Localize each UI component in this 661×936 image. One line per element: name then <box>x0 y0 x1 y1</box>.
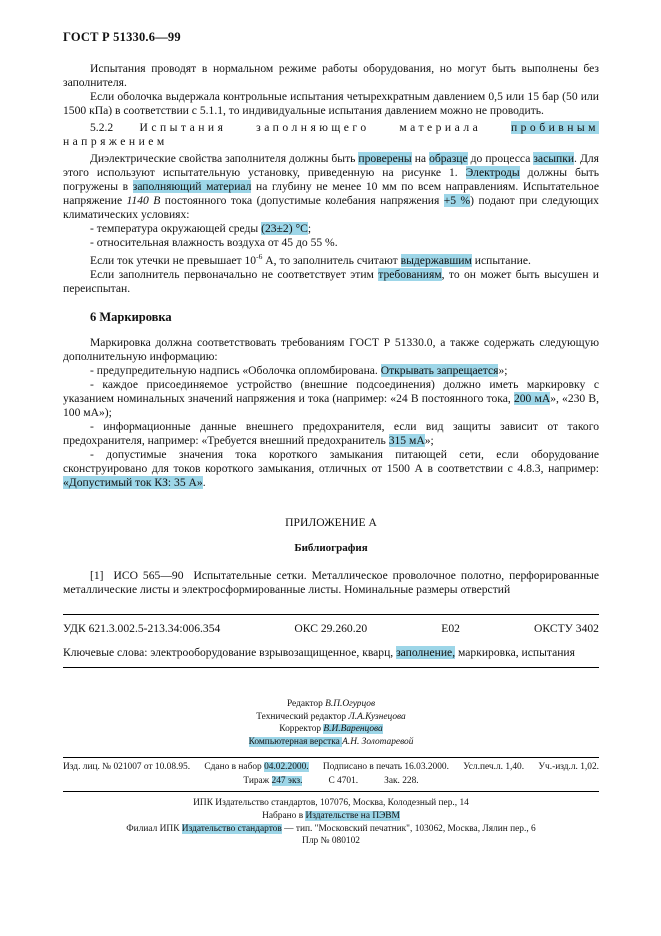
doc-number: ГОСТ Р 51330.6—99 <box>63 30 181 44</box>
imprint-item: Подписано в печать 16.03.2000. <box>322 762 449 773</box>
publisher-line: Набрано в Издательстве на ПЭВМ <box>262 810 400 821</box>
paragraph: Испытания проводят в нормальном режиме работы оборудования, но могут быть выполнены без заполнителя. <box>63 62 599 89</box>
list-item: - информационные данные внешнего предохранителя, если вид защиты зависит от такого предохранителя, например: «Требуется внешний предохранитель 315 мА»; <box>63 419 599 447</box>
credit-line: Корректор В.И.Варенцова <box>279 724 383 735</box>
publisher-line: Филиал ИПК Издательство стандартов — тип. "Московский печатник", 103062, Москва, Лялин пер., 6 <box>126 823 536 834</box>
imprint-item: Изд. лиц. № 021007 от 10.08.95. <box>63 762 191 773</box>
list-item: - допустимые значения тока короткого замыкания питающей сети, если оборудование сконструировано для токов короткого замыкания, отличных от 1500 А в соответствии с 4.8.3, например: «Допустимый ток КЗ: 35 А». <box>63 447 599 489</box>
credit-line: Редактор В.П.Огурцов <box>286 698 376 709</box>
codes-row <box>63 622 599 635</box>
imprint-item: Зак. 228. <box>384 776 419 787</box>
e-code: Е02 <box>441 621 460 635</box>
list-item: - каждое присоединяемое устройство (внешние подсоединения) должно иметь маркировку с указанием номинальных значений напряжения и тока (например: «24 В постоянного тока, 200 мА», «230 В, 100 мА»); <box>63 377 600 419</box>
udk-code: УДК 621.3.002.5-213.34:006.354 <box>63 621 221 635</box>
publisher-block <box>63 797 599 848</box>
keywords-line: Ключевые слова: электрооборудование взрывозащищенное, кварц, заполнение, маркировка, испытания <box>63 645 575 659</box>
imprint-line <box>63 761 599 773</box>
divider <box>63 757 599 758</box>
imprint-item: Тираж 247 экз. <box>243 776 303 787</box>
imprint-line <box>63 775 599 787</box>
paragraph: Если оболочка выдержала контрольные испытания четырехкратным давлением 0,5 или 15 бар (50 или 1500 кПа) в соответствии с 5.1.1, то индивидуальные испытания давлением можно не проводить. <box>63 90 599 117</box>
list-item: - предупредительную надпись «Оболочка опломбирована. Открывать запрещается»; <box>90 363 508 377</box>
appendix-a-heading: ПРИЛОЖЕНИЕ А <box>285 515 377 529</box>
divider <box>63 667 599 668</box>
oks-code: ОКС 29.260.20 <box>294 621 368 635</box>
paragraph: Если ток утечки не превышает $10^{-6}$ А, то заполнитель считают выдержавшим испытание. <box>90 252 531 267</box>
publisher-line: Плр № 080102 <box>302 836 360 847</box>
credits-block <box>63 698 599 749</box>
imprint-item: С 4701. <box>328 776 359 787</box>
bibliography-entry: [1] ИСО 565—90 Испытательные сетки. Металлическое проволочное полотно, перфорированные металлические листы и электросформированные листы. Номинальные размеры отверстий <box>63 568 599 596</box>
paragraph: Если заполнитель первоначально не соответствует этим требованиям, то он может быть высушен и переиспытан. <box>63 267 599 295</box>
credit-line: Технический редактор Л.А.Кузнецова <box>256 711 406 722</box>
imprint-block <box>63 761 599 787</box>
imprint-item: Сдано в набор 04.02.2000. <box>204 762 309 773</box>
paragraph: Маркировка должна соответствовать требованиям ГОСТ Р 51330.0, а также содержать следующую дополнительную информацию: <box>63 335 599 363</box>
imprint-item: Уч.-изд.л. 1,02. <box>538 762 599 773</box>
divider <box>63 614 599 615</box>
list-item: - относительная влажность воздуха от 45 до 55 %. <box>90 236 338 249</box>
imprint-item: Усл.печ.л. 1,40. <box>463 762 525 773</box>
list-item: - температура окружающей среды (23±2) °С; <box>90 222 312 235</box>
paragraph: Диэлектрические свойства заполнителя должны быть проверены на образце до процесса засыпки. Для этого используют испытательную установку, приведенную на рисунке 1. Электроды должны быть погружены в заполняющий материал на глубину не менее 10 мм по всем направлениям. Испытательное напряжение 1140 В постоянного тока (допустимые колебания напряжения +5 %) подают при следующих климатических условиях: <box>63 152 599 221</box>
divider <box>63 791 599 792</box>
bibliography-heading: Библиография <box>294 541 368 554</box>
section-6-heading: 6 Маркировка <box>90 309 172 324</box>
publisher-line: ИПК Издательство стандартов, 107076, Москва, Колодезный пер., 14 <box>193 798 469 809</box>
credit-line: Компьютерная верстка А.Н. Золотаревой <box>248 737 414 748</box>
okstu-code: ОКСТУ 3402 <box>534 621 599 635</box>
subclause-heading-5-2-2: 5.2.2 Испытания заполняющего материала пробивным напряжением <box>63 121 599 148</box>
